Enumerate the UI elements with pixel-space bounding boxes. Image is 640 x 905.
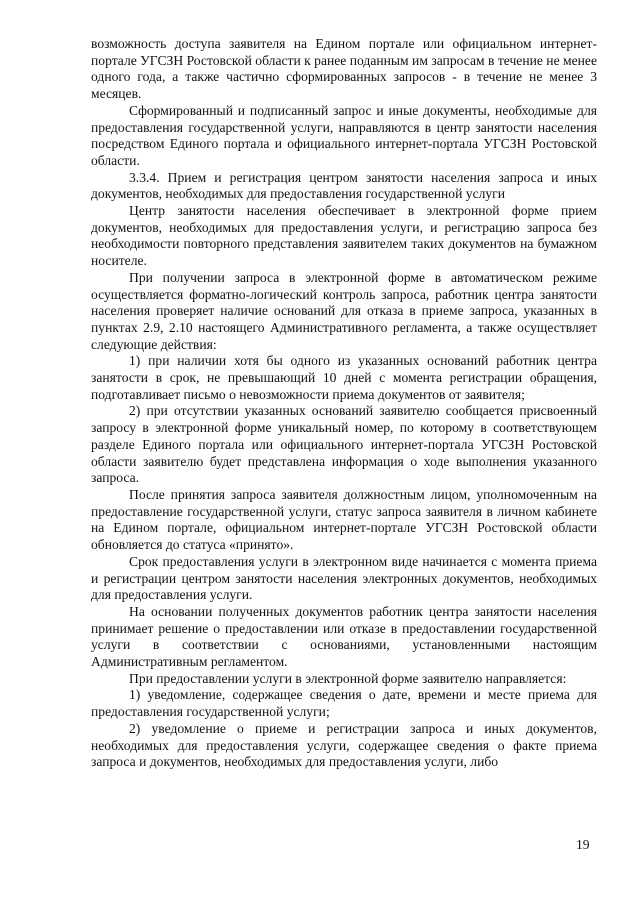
section-heading-3-3-4: 3.3.4. Прием и регистрация центром занятости населения запроса и иных документов, необходимых для предоставления государственной услуги: [91, 169, 597, 202]
list-item-refusal-grounds: 1) при наличии хотя бы одного из указанных оснований работник центра занятости в срок, не превышающий 10 дней с момента регистрации обращения, подготавливает письмо о невозможности приема документов от заявителя;: [91, 353, 597, 402]
paragraph-notifications-intro: При предоставлении услуги в электронной форме заявителю направляется:: [129, 670, 567, 686]
paragraph-request-submission: Сформированный и подписанный запрос и иные документы, необходимые для предоставления государственной услуги, направляются в центр занятости населения посредством Единого портала и официального интернет-портала УГСЗН Ростовской области.: [91, 102, 597, 168]
list-item-unique-number: 2) при отсутствии указанных оснований заявителю сообщается присвоенный запросу в электронной форме уникальный номер, по которому в соответствующем разделе Единого портала или официального интернет-портала УГСЗН Ростовской области заявителю будет представлена информация о ходе выполнения указанного запроса.: [91, 403, 597, 486]
paragraph-format-control: При получении запроса в электронной форме в автоматическом режиме осуществляется форматно-логический контроль запроса, работник центра занятости населения проверяет наличие оснований для отказа в приеме запроса, указанных в пунктах 2.9, 2.10 настоящего Административного регламента, а также осуществляет следующие действия:: [91, 269, 597, 352]
list-item-registration-notice: 2) уведомление о приеме и регистрации запроса и иных документов, необходимых для предоставления услуги, содержащее сведения о факте приема запроса и документов, необходимых для предоставления услуги, либо: [91, 720, 597, 770]
list-item-appointment-notice: 1) уведомление, содержащее сведения о дате, времени и месте приема для предоставления государственной услуги;: [91, 687, 597, 720]
paragraph-service-term: Срок предоставления услуги в электронном виде начинается с момента приема и регистрации центром занятости населения электронных документов, необходимых для предоставления услуги.: [91, 553, 597, 603]
page-number: 19: [576, 837, 590, 852]
paragraph-electronic-acceptance: Центр занятости населения обеспечивает в электронной форме прием документов, необходимых для предоставления услуги, и регистрацию запроса без необходимости повторного представления заявителем таких документов на бумажном носителе.: [91, 203, 597, 269]
paragraph-decision: На основании полученных документов работник центра занятости населения принимает решение о предоставлении или отказе в предоставлении государственной услуги в соответствии с основаниями, установленными настоящим Административным регламентом.: [91, 603, 597, 670]
paragraph-status-accepted: После принятия запроса заявителя должностным лицом, уполномоченным на предоставление государственной услуги, статус запроса заявителя в личном кабинете на Едином портале, официальном интернет-портале УГСЗН Ростовской области обновляется до статуса «принято».: [91, 486, 597, 553]
document-body: [91, 36, 597, 771]
paragraph-portal-access: возможность доступа заявителя на Едином портале или официальном интернет-портале УГСЗН Ростовской области к ранее поданным им запросам в течение не менее одного года, а также частично сформированных запросов - в течение не менее 3 месяцев.: [91, 36, 597, 102]
